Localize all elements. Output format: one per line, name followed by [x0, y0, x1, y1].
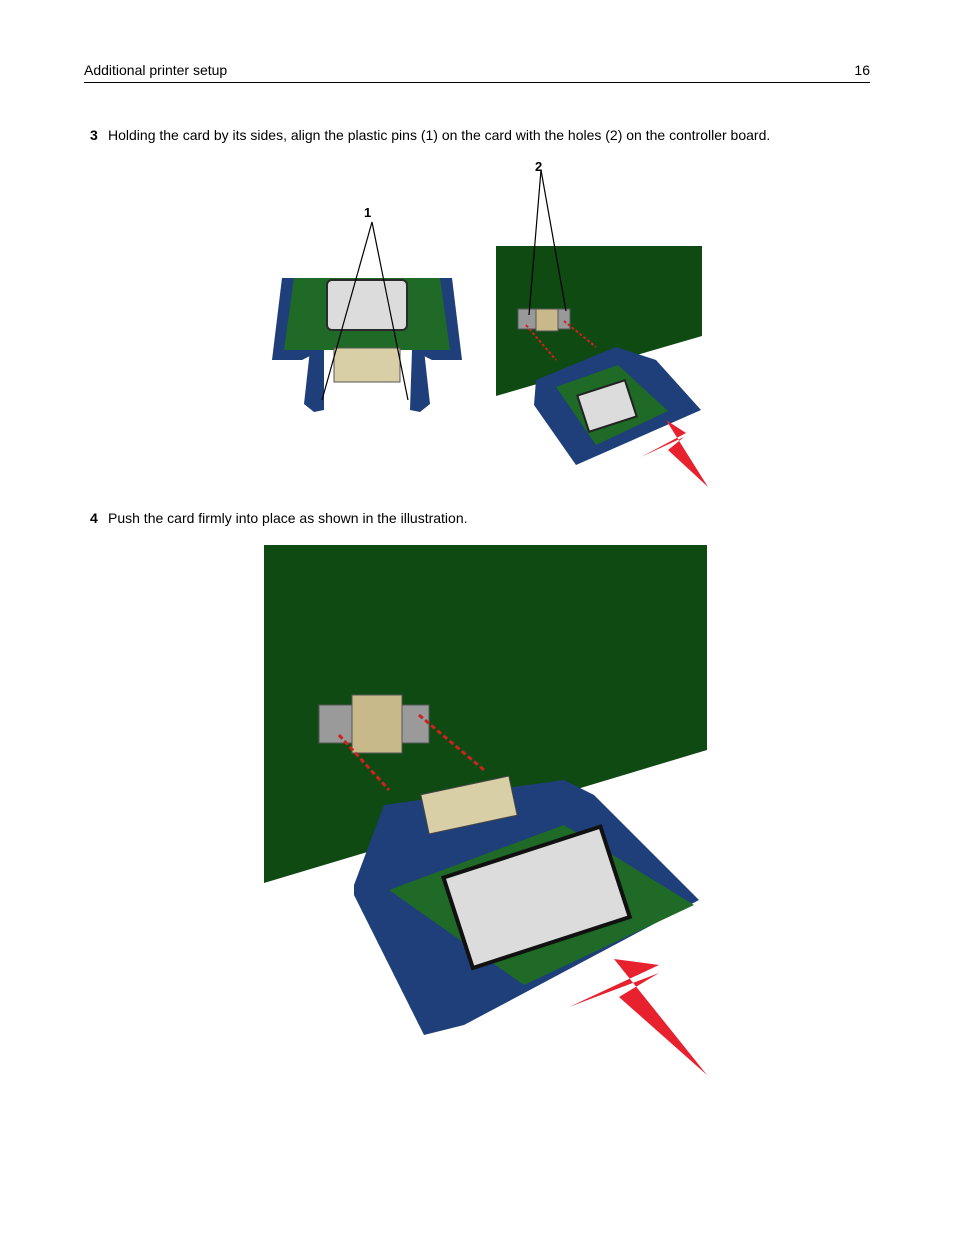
step-3 [90, 127, 770, 143]
step-number: 3 [90, 127, 98, 143]
step-4 [90, 510, 468, 526]
card-insertion-illustration [264, 545, 708, 1085]
step-number: 4 [90, 510, 98, 526]
card-alignment-illustration [496, 175, 708, 490]
page-number: 16 [854, 62, 870, 78]
callout-1: 1 [364, 205, 372, 220]
page-header [84, 60, 870, 83]
card-pins-illustration [262, 200, 472, 420]
callout-2: 2 [535, 159, 543, 174]
section-title: Additional printer setup [84, 62, 228, 78]
step-text: Push the card firmly into place as shown in the illustration. [108, 510, 468, 526]
step-text: Holding the card by its sides, align the plastic pins (1) on the card with the holes (2) on the controller board. [108, 127, 771, 143]
